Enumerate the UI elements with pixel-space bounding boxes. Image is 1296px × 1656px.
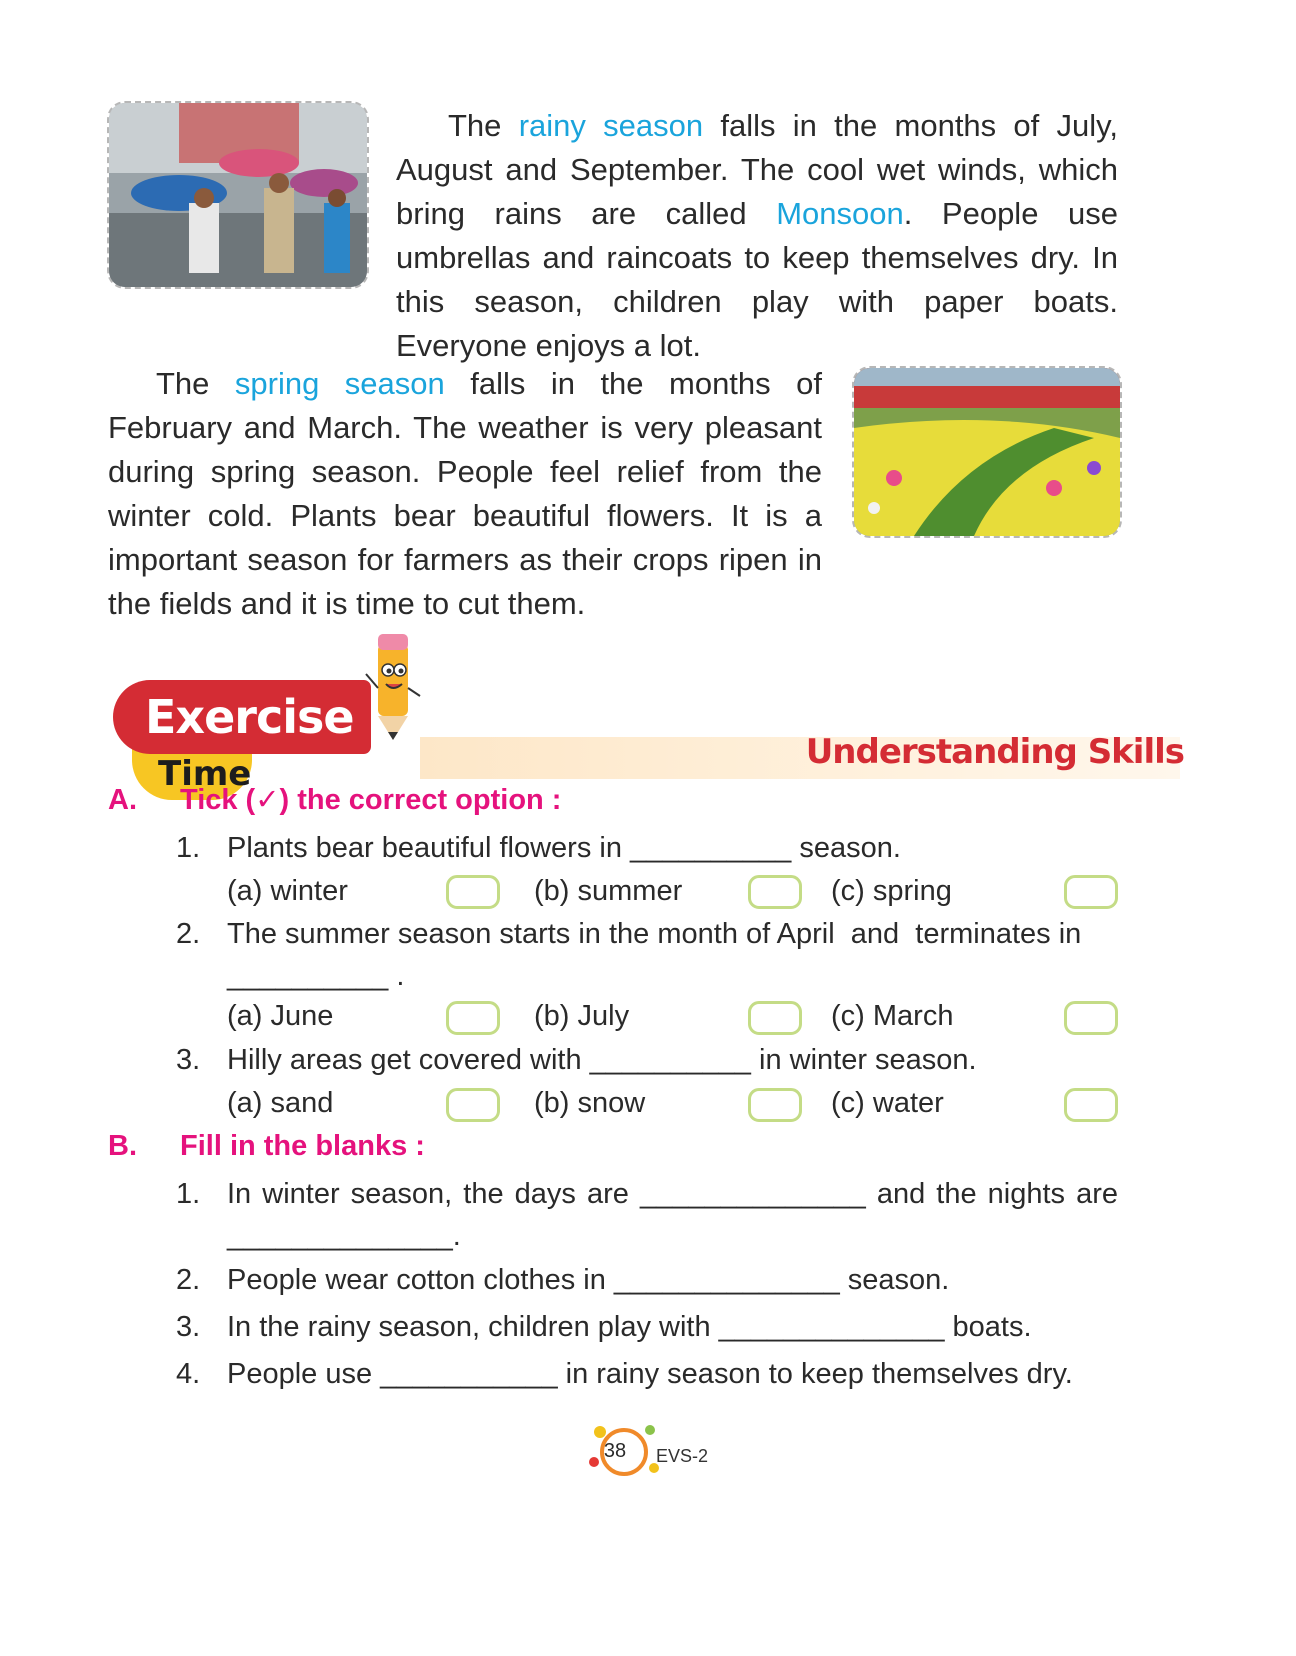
blank-sentence: People use ___________ in rainy season to keep themselves dry.	[227, 1358, 1073, 1390]
tick-box[interactable]	[748, 875, 802, 909]
question-text: Plants bear beautiful flowers in __________ season.	[227, 832, 901, 864]
section-b-letter: B.	[108, 1130, 137, 1162]
option-label: (b) summer	[534, 875, 683, 907]
monsoon-term: Monsoon	[776, 196, 904, 231]
blank-number: 3.	[176, 1311, 201, 1343]
tick-box[interactable]	[748, 1001, 802, 1035]
option-label: (a) June	[227, 1000, 334, 1032]
tick-box[interactable]	[748, 1088, 802, 1122]
spring-text-pre: The	[156, 366, 235, 401]
section-a-heading	[108, 780, 708, 820]
spring-season-term: spring season	[234, 366, 445, 401]
option-label: (b) July	[534, 1000, 630, 1032]
option-label: (c) spring	[831, 875, 952, 907]
tick-box[interactable]	[1064, 1001, 1118, 1035]
question-text: Hilly areas get covered with __________ in winter season.	[227, 1044, 977, 1076]
option-label: (c) water	[831, 1087, 944, 1119]
blank-number: 4.	[176, 1358, 201, 1390]
question-number: 1.	[176, 832, 201, 864]
question-number: 2.	[176, 918, 201, 950]
tick-box[interactable]	[1064, 1088, 1118, 1122]
page-number: 38	[603, 1440, 627, 1462]
exercise-time-label: Time	[132, 748, 252, 800]
section-b-heading	[108, 1126, 708, 1166]
section-a-title: Tick (✓) the correct option :	[180, 784, 562, 816]
rainy-text-mid: falls in the months of July, August and September. The cool wet winds, which bring rains are called	[396, 108, 1118, 231]
tick-box[interactable]	[446, 875, 500, 909]
rainy-text-post: . People use umbrellas and raincoats to keep themselves dry. In this season, children play with paper boats. Everyone enjoys a lot.	[396, 196, 1118, 363]
tick-box[interactable]	[1064, 875, 1118, 909]
blank-sentence: In winter season, the days are ______________ and the nights are	[227, 1178, 1118, 1210]
spring-text-post: falls in the months of February and March. The weather is very pleasant during spring season. People feel relief from the winter cold. Plants bear beautiful flowers. It is a important season for farmers as their crops ripen in the fields and it is time to cut them.	[108, 366, 822, 621]
option-label: (c) March	[831, 1000, 954, 1032]
section-b-title: Fill in the blanks :	[180, 1130, 425, 1162]
blank-number: 1.	[176, 1178, 201, 1210]
tick-box[interactable]	[446, 1001, 500, 1035]
spring-garden-photo	[852, 366, 1122, 538]
exercise-title: Exercise	[113, 680, 371, 754]
tick-box[interactable]	[446, 1088, 500, 1122]
blank-number: 2.	[176, 1264, 201, 1296]
section-a-letter: A.	[108, 784, 137, 816]
option-label: (a) winter	[227, 875, 348, 907]
rainy-text-pre: The	[448, 108, 519, 143]
rainy-season-photo	[107, 101, 369, 289]
question-text-continued: __________ .	[227, 960, 405, 992]
understanding-skills-label: Understanding Skills	[805, 732, 1184, 772]
rainy-season-term: rainy season	[518, 108, 704, 143]
option-label: (b) snow	[534, 1087, 646, 1119]
book-code: EVS-2	[656, 1446, 709, 1466]
rainy-season-paragraph	[396, 104, 1118, 368]
option-label: (a) sand	[227, 1087, 334, 1119]
question-number: 3.	[176, 1044, 201, 1076]
blank-sentence-continued: ______________.	[227, 1220, 461, 1252]
spring-season-paragraph	[108, 362, 822, 626]
question-text: The summer season starts in the month of April and terminates in	[227, 918, 1082, 950]
blank-sentence: People wear cotton clothes in ______________ season.	[227, 1264, 950, 1296]
blank-sentence: In the rainy season, children play with ______________ boats.	[227, 1311, 1032, 1343]
pencil-mascot-icon	[362, 630, 424, 742]
